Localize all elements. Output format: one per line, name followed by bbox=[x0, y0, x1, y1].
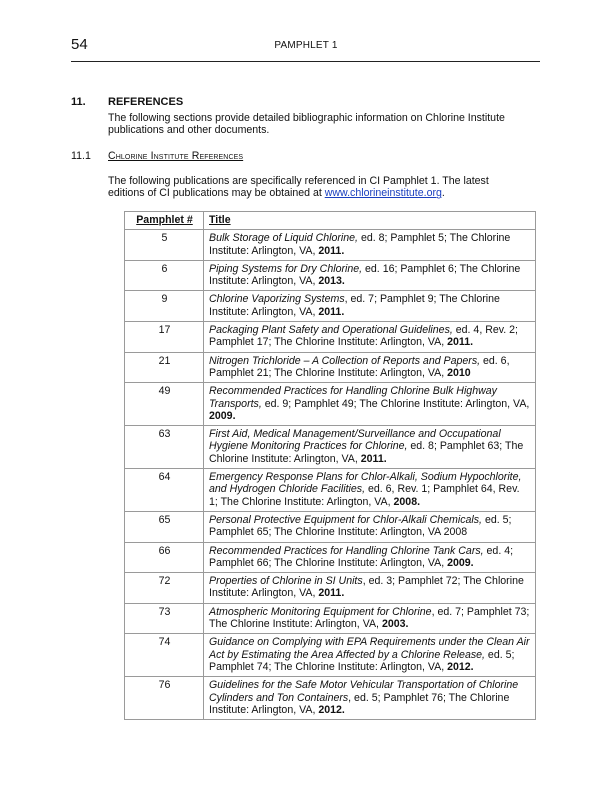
table-row bbox=[125, 511, 536, 542]
pamphlet-details: , ed. 7; Pamphlet 73; The Chlorine Institute: Arlington, VA, bbox=[209, 605, 530, 631]
table-row bbox=[125, 573, 536, 604]
pamphlet-number: 76 bbox=[125, 677, 204, 720]
pamphlet-title: Guidance on Complying with EPA Requirements under the Clean Air Act by Estimating the Area Affected by a Chlorine Release, bbox=[209, 636, 530, 661]
pamphlet-title: Piping Systems for Dry Chlorine, bbox=[209, 262, 363, 275]
header-divider bbox=[71, 61, 540, 62]
pamphlet-title: Packaging Plant Safety and Operational Guidelines, bbox=[209, 324, 453, 337]
table-row bbox=[125, 603, 536, 634]
table-row bbox=[125, 469, 536, 512]
pamphlet-year: 2010 bbox=[447, 366, 471, 379]
pamphlet-year: 2011. bbox=[360, 452, 387, 465]
pamphlet-number: 5 bbox=[125, 230, 204, 261]
pamphlet-citation bbox=[204, 469, 536, 512]
pamphlet-citation bbox=[204, 260, 536, 291]
running-title: PAMPHLET 1 bbox=[274, 40, 338, 51]
pamphlet-details: ed. 6, Rev. 1; Pamphlet 64, Rev. 1; The Chlorine Institute: Arlington, VA, bbox=[209, 483, 520, 508]
section-title: REFERENCES bbox=[108, 96, 184, 108]
pamphlet-title: Chlorine Vaporizing Systems bbox=[209, 293, 345, 306]
pamphlet-title: Atmospheric Monitoring Equipment for Chlorine bbox=[209, 605, 432, 618]
pamphlet-details: , ed. 5; Pamphlet 76; The Chlorine Institute: Arlington, VA, bbox=[209, 691, 510, 716]
pamphlet-number: 74 bbox=[125, 634, 204, 677]
pamphlet-year: 2011. bbox=[318, 587, 345, 600]
column-header-pamphlet: Pamphlet # bbox=[125, 212, 204, 230]
pamphlet-details: ed. 4; Pamphlet 66; The Chlorine Institute: Arlington, VA, bbox=[209, 544, 514, 569]
subsection-body bbox=[108, 175, 528, 200]
pamphlet-citation bbox=[204, 230, 536, 261]
pamphlet-citation bbox=[204, 383, 536, 426]
table-row bbox=[125, 291, 536, 322]
pamphlet-details: ed. 16; Pamphlet 6; The Chlorine Institute: Arlington, VA, bbox=[209, 262, 521, 288]
pamphlet-citation bbox=[204, 573, 536, 604]
pamphlet-title: First Aid, Medical Management/Surveillance and Occupational Hygiene Monitoring Practices for Chlorine, bbox=[209, 428, 501, 453]
table-header-row bbox=[125, 212, 536, 230]
pamphlet-number: 65 bbox=[125, 511, 204, 542]
table-row bbox=[125, 542, 536, 573]
pamphlet-title: Properties of Chlorine in SI Units bbox=[209, 575, 363, 588]
pamphlet-number: 64 bbox=[125, 469, 204, 512]
section-number: 11. bbox=[71, 96, 86, 108]
table-row bbox=[125, 383, 536, 426]
pamphlet-year: 2011. bbox=[318, 305, 345, 318]
pamphlet-number: 63 bbox=[125, 426, 204, 469]
pamphlet-citation bbox=[204, 291, 536, 322]
pamphlet-number: 9 bbox=[125, 291, 204, 322]
pamphlet-year: 2012. bbox=[318, 703, 345, 716]
pamphlet-number: 66 bbox=[125, 542, 204, 573]
table-row bbox=[125, 426, 536, 469]
pamphlet-citation bbox=[204, 352, 536, 383]
pamphlet-title: Guidelines for the Safe Motor Vehicular Transportation of Chlorine Cylinders and Ton Containers bbox=[209, 679, 519, 704]
pamphlet-details: ed. 6, Pamphlet 21; The Chlorine Institute: Arlington, VA, bbox=[209, 354, 510, 379]
references-table bbox=[124, 211, 536, 720]
pamphlet-year: 2009. bbox=[209, 409, 236, 422]
pamphlet-title: Bulk Storage of Liquid Chlorine, bbox=[209, 232, 358, 245]
pamphlet-details: ed. 4, Rev. 2; Pamphlet 17; The Chlorine Institute: Arlington, VA, bbox=[209, 324, 518, 349]
pamphlet-year: 2011. bbox=[318, 244, 345, 257]
subsection-title: Chlorine Institute References bbox=[108, 150, 244, 162]
table-row bbox=[125, 322, 536, 353]
pamphlet-year: 2008. bbox=[393, 495, 421, 508]
table-row bbox=[125, 230, 536, 261]
pamphlet-details: ed. 5; Pamphlet 65; The Chlorine Institute: Arlington, VA 2008 bbox=[209, 513, 512, 539]
pamphlet-citation bbox=[204, 677, 536, 720]
subsection-body-text: The following publications are specifically referenced in CI Pamphlet 1. The latest editions of CI publications may be obtained at bbox=[108, 175, 489, 200]
pamphlet-year: 2011. bbox=[447, 336, 474, 349]
pamphlet-year: 2003. bbox=[381, 618, 409, 631]
pamphlet-year: 2013. bbox=[318, 275, 345, 288]
pamphlet-number: 6 bbox=[125, 260, 204, 291]
pamphlet-citation bbox=[204, 634, 536, 677]
table-row bbox=[125, 352, 536, 383]
pamphlet-citation bbox=[204, 322, 536, 353]
pamphlet-number: 17 bbox=[125, 322, 204, 353]
pamphlet-number: 49 bbox=[125, 383, 204, 426]
pamphlet-details: ed. 8; Pamphlet 63; The Chlorine Institute: Arlington, VA, bbox=[209, 440, 524, 465]
pamphlet-citation bbox=[204, 426, 536, 469]
page-number: 54 bbox=[71, 36, 88, 53]
chlorine-institute-link[interactable]: www.chlorineinstitute.org bbox=[324, 187, 442, 200]
subsection-body-suffix: . bbox=[441, 187, 445, 200]
pamphlet-title: Emergency Response Plans for Chlor-Alkali, Sodium Hypochlorite, and Hydrogen Chloride Facilities, bbox=[209, 471, 522, 496]
subsection-number: 11.1 bbox=[71, 150, 91, 162]
pamphlet-details: ed. 8; Pamphlet 5; The Chlorine Institute: Arlington, VA, bbox=[209, 232, 511, 257]
pamphlet-title: Recommended Practices for Handling Chlorine Tank Cars, bbox=[209, 544, 484, 557]
table-row bbox=[125, 260, 536, 291]
section-body: The following sections provide detailed bibliographic information on Chlorine Institute publications and other documents. bbox=[108, 112, 505, 137]
column-header-title: Title bbox=[204, 212, 536, 230]
pamphlet-number: 73 bbox=[125, 603, 204, 634]
pamphlet-details: , ed. 3; Pamphlet 72; The Chlorine Institute: Arlington, VA, bbox=[209, 575, 524, 600]
pamphlet-citation bbox=[204, 542, 536, 573]
pamphlet-citation bbox=[204, 603, 536, 634]
pamphlet-details: , ed. 7; Pamphlet 9; The Chlorine Institute: Arlington, VA, bbox=[209, 293, 500, 318]
pamphlet-number: 72 bbox=[125, 573, 204, 604]
table-row bbox=[125, 634, 536, 677]
pamphlet-number: 21 bbox=[125, 352, 204, 383]
pamphlet-details: ed. 9; Pamphlet 49; The Chlorine Institute: Arlington, VA, bbox=[261, 397, 530, 410]
pamphlet-year: 2009. bbox=[447, 556, 474, 569]
pamphlet-title: Personal Protective Equipment for Chlor-Alkali Chemicals, bbox=[209, 513, 483, 526]
pamphlet-citation bbox=[204, 511, 536, 542]
table-row bbox=[125, 677, 536, 720]
pamphlet-year: 2012. bbox=[447, 660, 474, 673]
pamphlet-title: Recommended Practices for Handling Chlorine Bulk Highway Transports, bbox=[209, 385, 497, 410]
pamphlet-details: ed. 5; Pamphlet 74; The Chlorine Institute: Arlington, VA, bbox=[209, 648, 515, 673]
pamphlet-title: Nitrogen Trichloride – A Collection of Reports and Papers, bbox=[209, 354, 481, 367]
